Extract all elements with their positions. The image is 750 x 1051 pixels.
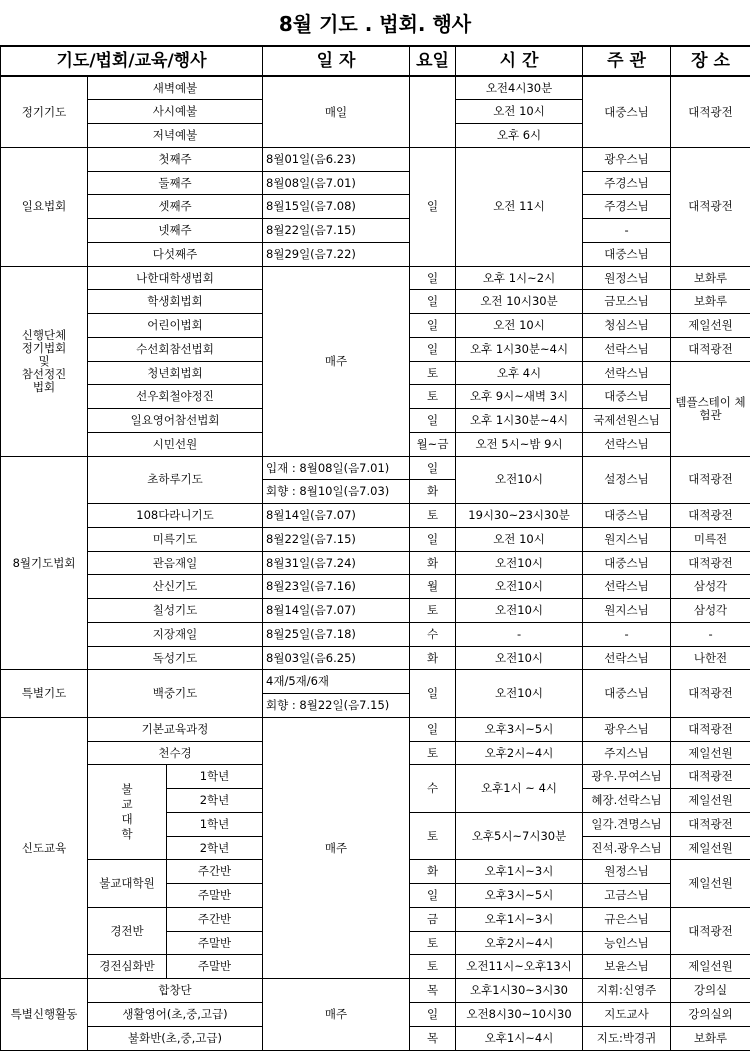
- date-cell: 회향 : 8월22일(음7.15): [263, 694, 410, 718]
- item-cell: 관음재일: [88, 551, 263, 575]
- time-cell: 오전10시: [456, 551, 583, 575]
- table-row: [1, 266, 750, 290]
- place-cell: 삼성각: [671, 599, 750, 623]
- date-cell: 8월14일(음7.07): [263, 504, 410, 528]
- host-cell: 선락스님: [583, 337, 671, 361]
- host-cell: -: [583, 622, 671, 646]
- date-cell: 8월25일(음7.18): [263, 622, 410, 646]
- table-row: [1, 670, 750, 694]
- place-cell: 제일선원: [671, 314, 750, 338]
- item-cell: 일요영어참선법회: [88, 409, 263, 433]
- table-row: [1, 979, 750, 1003]
- date-cell: 입재 : 8월08일(음7.01): [263, 456, 410, 480]
- date-cell: 8월22일(음7.15): [263, 219, 410, 243]
- host-cell: 주지스님: [583, 741, 671, 765]
- day-cell: 일: [410, 527, 456, 551]
- day-cell: 일: [410, 670, 456, 718]
- host-cell: 광우스님: [583, 717, 671, 741]
- day-cell: 토: [410, 741, 456, 765]
- item-cell: 수선회참선법회: [88, 337, 263, 361]
- univ-char: 학: [121, 827, 133, 842]
- sub-item-cell: 주말반: [167, 931, 263, 955]
- time-cell: 오후 4시: [456, 361, 583, 385]
- table-row: [1, 527, 750, 551]
- time-cell: 오후1시30~3시30: [456, 979, 583, 1003]
- time-cell: 오후3시~5시: [456, 884, 583, 908]
- sub-item-cell: 1학년: [167, 812, 263, 836]
- time-cell: 19시30~23시30분: [456, 504, 583, 528]
- place-cell: 대적광전: [671, 337, 750, 361]
- day-cell: 일: [410, 314, 456, 338]
- item-cell: 학생회법회: [88, 290, 263, 314]
- date-cell: 매일: [263, 76, 410, 147]
- day-cell: 일: [410, 884, 456, 908]
- item-cell: 108다라니기도: [88, 504, 263, 528]
- time-cell: 오전10시: [456, 670, 583, 718]
- table-row: [1, 219, 750, 243]
- item-cell: 넷째주: [88, 219, 263, 243]
- time-cell: 오후1시 ~ 4시: [456, 765, 583, 813]
- place-cell: 대적광전: [671, 907, 750, 955]
- table-row: [1, 622, 750, 646]
- item-cell: 기본교육과정: [88, 717, 263, 741]
- date-cell: 8월22일(음7.15): [263, 527, 410, 551]
- host-cell: 능인스님: [583, 931, 671, 955]
- category-line: 및: [38, 353, 50, 368]
- host-cell: 선락스님: [583, 361, 671, 385]
- host-cell: 진석.광우스님: [583, 836, 671, 860]
- host-cell: 지도:박경귀: [583, 1026, 671, 1050]
- host-cell: 지도교사: [583, 1002, 671, 1026]
- time-cell: 오후1시~3시: [456, 907, 583, 931]
- item-cell: 선우회철야정진: [88, 385, 263, 409]
- time-cell: 오후 1시~2시: [456, 266, 583, 290]
- date-cell: 8월29일(음7.22): [263, 242, 410, 266]
- host-cell: 대중스님: [583, 504, 671, 528]
- univ-char: 교: [121, 797, 133, 812]
- item-cell: 백중기도: [88, 670, 263, 718]
- host-cell: 대중스님: [583, 242, 671, 266]
- header-place: 장 소: [671, 47, 750, 77]
- place-cell: 템플스테이 체험관: [671, 361, 750, 456]
- day-cell: 화: [410, 646, 456, 670]
- item-cell: 천수경: [88, 741, 263, 765]
- category-cell: [1, 266, 88, 456]
- host-cell: 원지스님: [583, 527, 671, 551]
- place-cell: 보화루: [671, 290, 750, 314]
- day-cell: 일: [410, 337, 456, 361]
- category-cell: 신도교육: [1, 717, 88, 978]
- table-row: [1, 646, 750, 670]
- item-cell: 새벽예불: [88, 76, 263, 100]
- place-cell: 제일선원: [671, 789, 750, 813]
- item-cell: 독성기도: [88, 646, 263, 670]
- day-cell: 수: [410, 622, 456, 646]
- time-cell: 오후1시~3시: [456, 860, 583, 884]
- day-cell: 토: [410, 599, 456, 623]
- table-row: [1, 242, 750, 266]
- category-cell: 일요법회: [1, 147, 88, 266]
- table-row: [1, 171, 750, 195]
- item-cell: 합창단: [88, 979, 263, 1003]
- day-cell: 일: [410, 1002, 456, 1026]
- place-cell: 제일선원: [671, 741, 750, 765]
- host-cell: 대중스님: [583, 551, 671, 575]
- day-cell: 수: [410, 765, 456, 813]
- place-cell: 대적광전: [671, 147, 750, 266]
- day-cell: 일: [410, 456, 456, 480]
- time-cell: 오전10시: [456, 456, 583, 504]
- date-cell: 매주: [263, 979, 410, 1051]
- date-cell: 회향 : 8월10일(음7.03): [263, 480, 410, 504]
- host-cell: 고금스님: [583, 884, 671, 908]
- day-cell: 목: [410, 1026, 456, 1050]
- item-cell: 생활영어(초,중,고급): [88, 1002, 263, 1026]
- time-cell: 오후 9시~새벽 3시: [456, 385, 583, 409]
- host-cell: 원정스님: [583, 860, 671, 884]
- item-cell: 셋째주: [88, 195, 263, 219]
- table-row: [1, 147, 750, 171]
- header-day: 요일: [410, 47, 456, 77]
- item-cell: 미륵기도: [88, 527, 263, 551]
- host-cell: 광우스님: [583, 147, 671, 171]
- host-cell: 선락스님: [583, 432, 671, 456]
- item-cell: 초하루기도: [88, 456, 263, 504]
- time-cell: -: [456, 622, 583, 646]
- sub-item-cell: 1학년: [167, 765, 263, 789]
- day-cell: 월: [410, 575, 456, 599]
- item-cell: 나한대학생법회: [88, 266, 263, 290]
- place-cell: 삼성각: [671, 575, 750, 599]
- place-cell: 대적광전: [671, 765, 750, 789]
- sub-item-cell: 2학년: [167, 789, 263, 813]
- time-cell: 오후2시~4시: [456, 741, 583, 765]
- time-cell: 오전8시30~10시30: [456, 1002, 583, 1026]
- table-row: [1, 599, 750, 623]
- day-cell: 토: [410, 504, 456, 528]
- day-cell: [410, 76, 456, 147]
- header-host: 주 관: [583, 47, 671, 77]
- item-cell: 첫째주: [88, 147, 263, 171]
- sub-item-cell: 주말반: [167, 955, 263, 979]
- sub-item-cell: 2학년: [167, 836, 263, 860]
- item-cell: 저녁예불: [88, 124, 263, 148]
- item-cell: 경전심화반: [88, 955, 167, 979]
- host-cell: 일각.견명스님: [583, 812, 671, 836]
- category-line: 신행단체: [21, 327, 67, 342]
- host-cell: 국제선원스님: [583, 409, 671, 433]
- time-cell: 오후3시~5시: [456, 717, 583, 741]
- item-cell: 불교대학원: [88, 860, 167, 908]
- time-cell: 오전11시~오후13시: [456, 955, 583, 979]
- place-cell: 제일선원: [671, 836, 750, 860]
- table-row: [1, 717, 750, 741]
- header-row: [1, 47, 750, 77]
- host-cell: 원정스님: [583, 266, 671, 290]
- time-cell: 오전10시: [456, 646, 583, 670]
- place-cell: 제일선원: [671, 860, 750, 908]
- host-cell: 원지스님: [583, 599, 671, 623]
- item-cell: 지장재일: [88, 622, 263, 646]
- day-cell: 토: [410, 385, 456, 409]
- host-cell: 선락스님: [583, 575, 671, 599]
- category-cell: 8월기도법회: [1, 456, 88, 670]
- host-cell: 보윤스님: [583, 955, 671, 979]
- time-cell: 오전 11시: [456, 147, 583, 266]
- place-cell: 나한전: [671, 646, 750, 670]
- table-row: [1, 456, 750, 480]
- table-row: [1, 551, 750, 575]
- item-cell: 칠성기도: [88, 599, 263, 623]
- date-cell: 8월31일(음7.24): [263, 551, 410, 575]
- item-cell: 산신기도: [88, 575, 263, 599]
- time-cell: 오전 10시: [456, 100, 583, 124]
- day-cell: 일: [410, 409, 456, 433]
- category-line: 정기법회: [21, 340, 67, 355]
- date-cell: 매주: [263, 717, 410, 978]
- host-cell: 대중스님: [583, 385, 671, 409]
- schedule-table: [0, 46, 750, 1051]
- time-cell: 오후5시~7시30분: [456, 812, 583, 860]
- place-cell: 대적광전: [671, 670, 750, 718]
- time-cell: 오전10시: [456, 575, 583, 599]
- host-cell: 금모스님: [583, 290, 671, 314]
- category-line: 참선정진: [21, 366, 67, 381]
- date-cell: 8월08일(음7.01): [263, 171, 410, 195]
- day-cell: 화: [410, 860, 456, 884]
- day-cell: 토: [410, 361, 456, 385]
- time-cell: 오후 6시: [456, 124, 583, 148]
- day-cell: 토: [410, 931, 456, 955]
- time-cell: 오전 5시~밤 9시: [456, 432, 583, 456]
- day-cell: 목: [410, 979, 456, 1003]
- date-cell: 8월03일(음6.25): [263, 646, 410, 670]
- category-cell: 특별신행활동: [1, 979, 88, 1051]
- date-cell: 8월14일(음7.07): [263, 599, 410, 623]
- host-cell: 광우.무여스님: [583, 765, 671, 789]
- place-cell: 강의실외: [671, 1002, 750, 1026]
- time-cell: 오후1시~4시: [456, 1026, 583, 1050]
- place-cell: 보화루: [671, 266, 750, 290]
- day-cell: 화: [410, 551, 456, 575]
- time-cell: 오후 1시30분~4시: [456, 337, 583, 361]
- day-cell: 금: [410, 907, 456, 931]
- place-cell: 강의실: [671, 979, 750, 1003]
- date-cell: 8월23일(음7.16): [263, 575, 410, 599]
- sub-item-cell: 주간반: [167, 860, 263, 884]
- day-cell: 일: [410, 290, 456, 314]
- item-cell: 어린이법회: [88, 314, 263, 338]
- date-cell: 4재/5재/6재: [263, 670, 410, 694]
- header-time: 시 간: [456, 47, 583, 77]
- item-cell: [88, 765, 167, 860]
- item-cell: 불화반(초,중,고급): [88, 1026, 263, 1050]
- time-cell: 오전 10시30분: [456, 290, 583, 314]
- host-cell: 설정스님: [583, 456, 671, 504]
- table-row: [1, 575, 750, 599]
- table-row: [1, 76, 750, 100]
- place-cell: 보화루: [671, 1026, 750, 1050]
- place-cell: 대적광전: [671, 812, 750, 836]
- host-cell: 선락스님: [583, 646, 671, 670]
- category-line: 법회: [32, 379, 56, 394]
- category-cell: 특별기도: [1, 670, 88, 718]
- item-cell: 사시예불: [88, 100, 263, 124]
- day-cell: 일: [410, 266, 456, 290]
- sub-item-cell: 주간반: [167, 907, 263, 931]
- place-cell: 대적광전: [671, 551, 750, 575]
- place-cell: 대적광전: [671, 76, 750, 147]
- category-cell: 정기기도: [1, 76, 88, 147]
- place-cell: 대적광전: [671, 717, 750, 741]
- host-cell: 주경스님: [583, 171, 671, 195]
- host-cell: 대중스님: [583, 76, 671, 147]
- item-cell: 청년회법회: [88, 361, 263, 385]
- host-cell: 청심스님: [583, 314, 671, 338]
- header-category: 기도/법회/교육/행사: [1, 47, 263, 77]
- day-cell: 일: [410, 717, 456, 741]
- item-cell: 다섯째주: [88, 242, 263, 266]
- place-cell: 대적광전: [671, 456, 750, 504]
- univ-char: 불: [121, 782, 133, 797]
- day-cell: 월~금: [410, 432, 456, 456]
- host-cell: 대중스님: [583, 670, 671, 718]
- time-cell: 오전 10시: [456, 314, 583, 338]
- time-cell: 오전10시: [456, 599, 583, 623]
- day-cell: 토: [410, 812, 456, 860]
- time-cell: 오후 1시30분~4시: [456, 409, 583, 433]
- sub-item-cell: 주말반: [167, 884, 263, 908]
- place-cell: -: [671, 622, 750, 646]
- time-cell: 오후2시~4시: [456, 931, 583, 955]
- table-row: [1, 504, 750, 528]
- date-cell: 매주: [263, 266, 410, 456]
- host-cell: -: [583, 219, 671, 243]
- univ-char: 대: [121, 812, 133, 827]
- time-cell: 오전 10시: [456, 527, 583, 551]
- place-cell: 미륵전: [671, 527, 750, 551]
- item-cell: 시민선원: [88, 432, 263, 456]
- date-cell: 8월15일(음7.08): [263, 195, 410, 219]
- place-cell: 대적광전: [671, 504, 750, 528]
- day-cell: 화: [410, 480, 456, 504]
- day-cell: 토: [410, 955, 456, 979]
- host-cell: 규은스님: [583, 907, 671, 931]
- date-cell: 8월01일(음6.23): [263, 147, 410, 171]
- host-cell: 지휘:신영주: [583, 979, 671, 1003]
- day-cell: 일: [410, 147, 456, 266]
- page-title: 8월 기도 . 법회. 행사: [0, 0, 750, 46]
- place-cell: 제일선원: [671, 955, 750, 979]
- table-row: [1, 195, 750, 219]
- time-cell: 오전4시30분: [456, 76, 583, 100]
- item-cell: 둘째주: [88, 171, 263, 195]
- header-date: 일 자: [263, 47, 410, 77]
- host-cell: 혜장.선락스님: [583, 789, 671, 813]
- item-cell: 경전반: [88, 907, 167, 955]
- host-cell: 주경스님: [583, 195, 671, 219]
